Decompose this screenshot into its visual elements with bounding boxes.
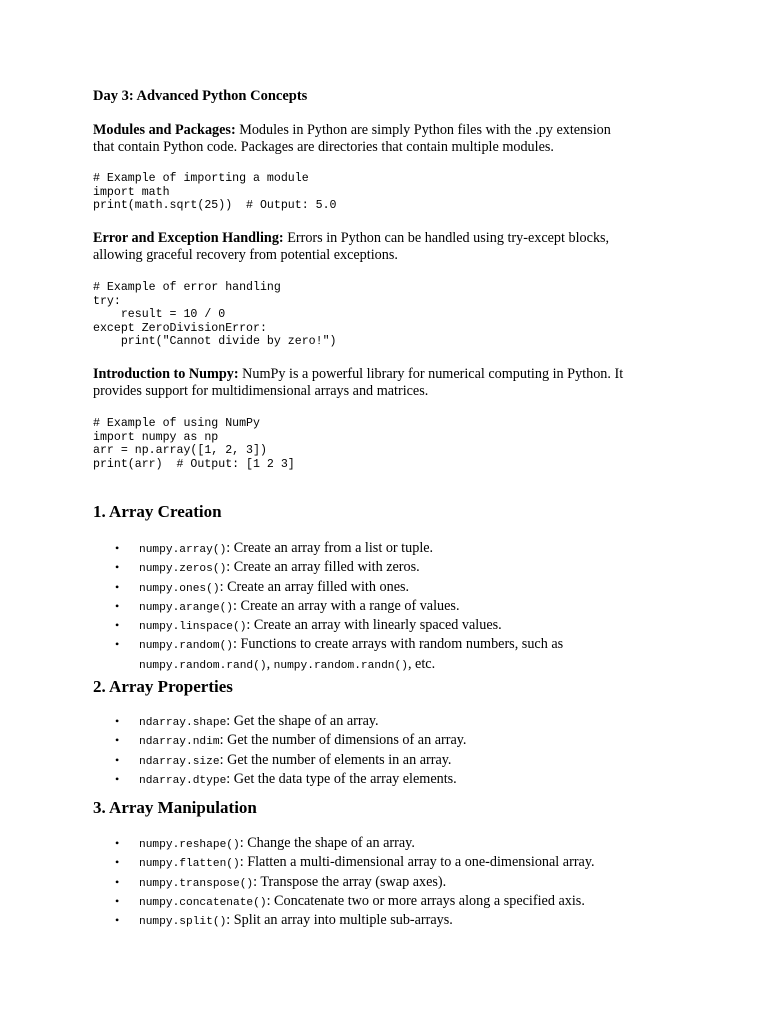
code-line: try: bbox=[93, 294, 121, 308]
list-item bbox=[93, 636, 563, 675]
code-line: # Example of error handling bbox=[93, 281, 281, 294]
code-line: import numpy as np bbox=[93, 430, 219, 444]
bullet-icon: • bbox=[115, 714, 120, 728]
modules-line1: Modules in Python are simply Python files with the .py extension bbox=[239, 122, 611, 138]
modules-paragraph bbox=[93, 122, 611, 156]
property-name: ndarray.ndim bbox=[139, 736, 220, 749]
function-name: numpy.concatenate() bbox=[139, 896, 267, 909]
bullet-icon: • bbox=[115, 893, 120, 908]
bullet-icon: • bbox=[115, 836, 120, 850]
numpy-code-block bbox=[93, 417, 295, 471]
item-description: : Create an array with linearly spaced values. bbox=[246, 617, 502, 634]
bullet-icon: • bbox=[115, 733, 120, 748]
errors-code-block bbox=[93, 281, 337, 349]
code-line: # Example of importing a module bbox=[93, 172, 309, 185]
list-item bbox=[93, 893, 595, 912]
modules-code-block bbox=[93, 172, 337, 213]
numpy-intro-heading: Introduction to Numpy: bbox=[93, 366, 239, 382]
item-description: : Change the shape of an array. bbox=[239, 835, 415, 851]
bullet-icon: • bbox=[115, 855, 120, 870]
numpy-intro-line1: NumPy is a powerful library for numerical computing in Python. It bbox=[242, 366, 624, 382]
code-line: arr = np.array([1, 2, 3]) bbox=[93, 444, 267, 458]
bullet-icon: • bbox=[115, 618, 120, 633]
item-description: : Create an array filled with ones. bbox=[219, 578, 410, 595]
numpy-intro-paragraph bbox=[93, 366, 623, 400]
code-line: print("Cannot divide by zero!") bbox=[93, 335, 337, 349]
array-properties-list bbox=[93, 713, 466, 790]
list-item bbox=[93, 771, 466, 790]
item-description: : Get the data type of the array elements. bbox=[226, 770, 457, 787]
code-line: # Example of using NumPy bbox=[93, 417, 260, 430]
bullet-icon: • bbox=[115, 637, 120, 652]
item-description: : Create an array from a list or tuple. bbox=[226, 540, 434, 556]
item-description: : Transpose the array (swap axes). bbox=[253, 873, 447, 890]
item-description: : Flatten a multi-dimensional array to a one-dimensional array. bbox=[239, 854, 595, 871]
function-name: numpy.arange() bbox=[139, 601, 233, 614]
bullet-icon: • bbox=[115, 771, 120, 786]
code-line: except ZeroDivisionError: bbox=[93, 321, 267, 335]
list-item bbox=[93, 617, 563, 636]
item-description: : Create an array filled with zeros. bbox=[226, 559, 420, 576]
function-name: numpy.flatten() bbox=[139, 858, 240, 871]
list-item bbox=[93, 752, 466, 771]
property-name: ndarray.shape bbox=[139, 717, 227, 729]
function-name: numpy.random.rand() bbox=[139, 659, 267, 672]
bullet-icon: • bbox=[115, 752, 120, 767]
numpy-intro-line2: provides support for multidimensional arrays and matrices. bbox=[93, 383, 429, 399]
code-line: print(arr) # Output: [1 2 3] bbox=[93, 457, 295, 471]
code-line: result = 10 / 0 bbox=[93, 308, 226, 322]
function-name: numpy.transpose() bbox=[139, 877, 254, 890]
list-item bbox=[93, 854, 595, 873]
item-description: : Functions to create arrays with random numbers, such as bbox=[233, 636, 564, 653]
code-line: import math bbox=[93, 185, 170, 199]
errors-paragraph bbox=[93, 230, 609, 264]
item-description: , etc. bbox=[407, 655, 436, 672]
list-item bbox=[93, 835, 595, 854]
array-manipulation-list bbox=[93, 835, 595, 931]
function-name: numpy.reshape() bbox=[139, 839, 240, 851]
list-item bbox=[93, 732, 466, 751]
modules-line2: that contain Python code. Packages are directories that contain multiple modules. bbox=[93, 139, 554, 155]
list-item bbox=[93, 912, 595, 931]
function-name: numpy.array() bbox=[139, 544, 227, 556]
section-heading-array-creation: 1. Array Creation bbox=[93, 502, 222, 521]
bullet-icon: • bbox=[115, 913, 120, 928]
item-description: : Get the number of elements in an array. bbox=[219, 751, 452, 768]
array-creation-list bbox=[93, 540, 563, 675]
code-line: print(math.sqrt(25)) # Output: 5.0 bbox=[93, 199, 337, 213]
function-name: numpy.ones() bbox=[139, 582, 220, 595]
function-name: numpy.zeros() bbox=[139, 563, 227, 576]
section-heading-array-properties: 2. Array Properties bbox=[93, 677, 233, 696]
bullet-icon: • bbox=[115, 874, 120, 889]
list-item bbox=[93, 874, 595, 893]
list-item bbox=[93, 598, 563, 617]
function-name: numpy.split() bbox=[139, 916, 227, 929]
document-title: Day 3: Advanced Python Concepts bbox=[93, 88, 308, 104]
bullet-icon: • bbox=[115, 598, 120, 613]
property-name: ndarray.size bbox=[139, 755, 220, 768]
list-item bbox=[93, 540, 563, 559]
item-description: : Split an array into multiple sub-arrays. bbox=[226, 912, 453, 929]
list-item bbox=[93, 579, 563, 598]
list-item bbox=[93, 559, 563, 578]
function-name: numpy.linspace() bbox=[139, 621, 247, 634]
function-name: numpy.random.randn() bbox=[273, 659, 408, 672]
property-name: ndarray.dtype bbox=[139, 774, 227, 787]
modules-heading: Modules and Packages: bbox=[93, 122, 236, 138]
errors-line1: Errors in Python can be handled using try-except blocks, bbox=[287, 230, 610, 246]
section-heading-array-manipulation: 3. Array Manipulation bbox=[93, 798, 257, 817]
item-description: : Get the shape of an array. bbox=[226, 713, 379, 729]
item-description: : Concatenate two or more arrays along a specified axis. bbox=[266, 892, 585, 909]
bullet-icon: • bbox=[115, 579, 120, 594]
separator: , bbox=[266, 655, 274, 672]
errors-line2: allowing graceful recovery from potential exceptions. bbox=[93, 247, 398, 263]
item-description: : Create an array with a range of values. bbox=[233, 597, 460, 614]
item-description: : Get the number of dimensions of an array. bbox=[219, 732, 467, 749]
bullet-icon: • bbox=[115, 541, 120, 555]
errors-heading: Error and Exception Handling: bbox=[93, 230, 284, 246]
function-name: numpy.random() bbox=[139, 640, 233, 653]
list-item bbox=[93, 713, 466, 732]
bullet-icon: • bbox=[115, 560, 120, 575]
